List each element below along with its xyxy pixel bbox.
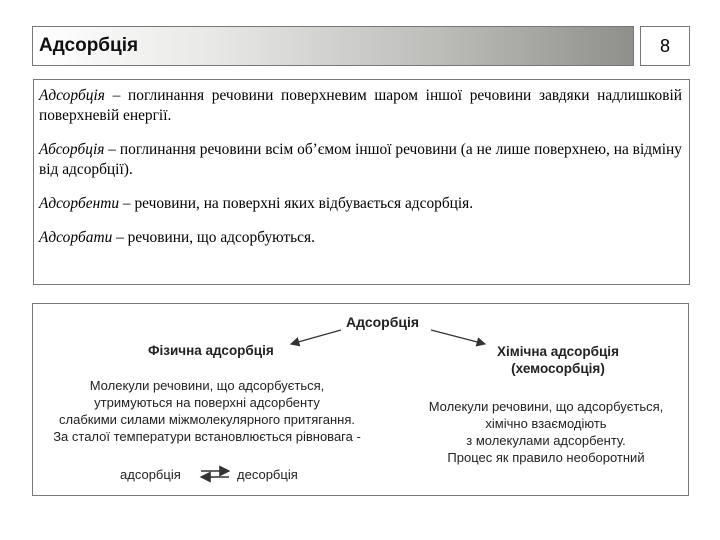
definition-term: Адсорбція [39, 87, 105, 104]
chemical-adsorption-description [411, 398, 681, 466]
definition-text: – речовини, що адсорбуються. [112, 229, 315, 246]
arrow-to-physical [291, 330, 341, 344]
chemical-line: з молекулами адсорбенту. [466, 433, 626, 448]
definition-text: – поглинання речовини всім об’ємом іншої речовини (а не лише поверхнею, на відміну від адсорбції). [39, 141, 682, 178]
definition-term: Абсорбція [39, 141, 105, 158]
chemical-line: хімічно взаємодіють [485, 416, 607, 431]
slide-header [32, 26, 634, 66]
physical-line: утримуються на поверхні адсорбенту [94, 395, 320, 410]
equilibrium-left-label: адсорбція [120, 467, 181, 482]
arrow-to-chemical [431, 330, 485, 344]
chemical-line: Процес як правило необоротний [447, 450, 645, 465]
adsorption-diagram [32, 303, 689, 496]
definitions-panel [33, 79, 690, 285]
physical-line: Молекули речовини, що адсорбується, [89, 378, 325, 393]
definition-text: – речовини, на поверхні яких відбувається адсорбція. [119, 195, 474, 212]
definition-adsorbents [39, 194, 682, 214]
page-number: 8 [659, 36, 670, 56]
definition-term: Адсорбенти [39, 195, 120, 212]
page-number-box [640, 26, 690, 66]
physical-line: За сталої температури встановлюється рівновага - [53, 429, 361, 444]
definition-adsorbates [39, 228, 682, 248]
physical-adsorption-title: Фізична адсорбція [148, 343, 274, 358]
definition-term: Адсорбати [39, 229, 113, 246]
equilibrium-right-label: десорбція [237, 467, 298, 482]
diagram-root-label: Адсорбція [346, 314, 420, 330]
physical-line: слабкими силами міжмолекулярного притягання. [59, 412, 355, 427]
definition-text: – поглинання речовини поверхневим шаром іншої речовини завдяки надлишковій поверхневій енергії. [39, 87, 682, 124]
chemical-title: Хімічна адсорбція [497, 344, 619, 359]
chemical-line: Молекули речовини, що адсорбується, [428, 399, 664, 414]
chemical-adsorption-title [473, 343, 643, 377]
definition-adsorption [39, 86, 682, 126]
physical-adsorption-description [37, 377, 377, 445]
definition-absorption [39, 140, 682, 180]
chemical-subtitle: (хемосорбція) [511, 361, 605, 376]
slide-title: Адсорбція [39, 35, 139, 56]
